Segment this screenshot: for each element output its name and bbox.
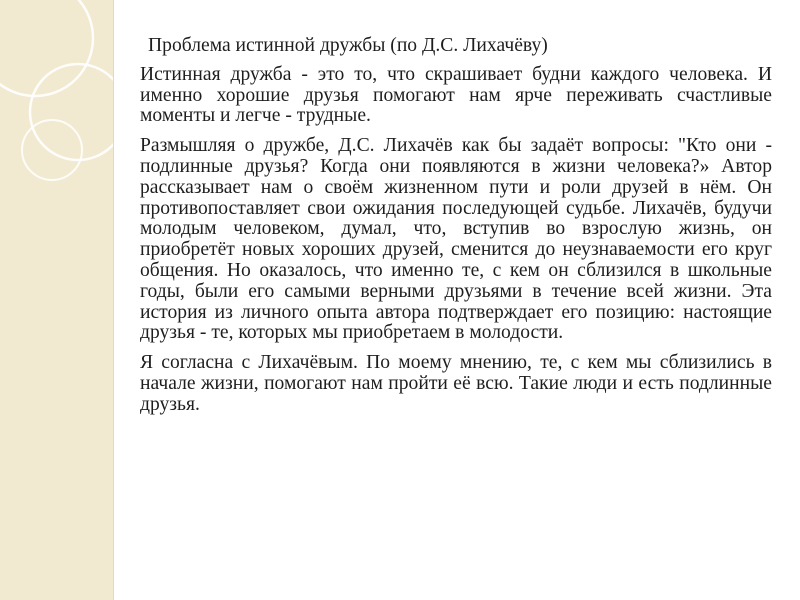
ring-medium bbox=[30, 64, 113, 160]
slide-text bbox=[140, 36, 772, 425]
ring-small bbox=[22, 120, 82, 180]
slide-title: Проблема истинной дружбы (по Д.С. Лихачёву) bbox=[148, 35, 548, 56]
band-divider bbox=[113, 0, 114, 600]
paragraph-argument: Размышляя о дружбе, Д.С. Лихачёв как бы задаёт вопросы: "Кто они - подлинные друзья? Когда они появляются в жизни человека?» Автор рассказывает нам о своём жизненном пути и роли друзей в нём. Он противопоставляет свои ожидания последующей судьбе. Лихачёв, будучи молодым человеком, думал, что, вступив во взрослую жизнь, он приобретёт новых хороших друзей, сменится до неузнаваемости его круг общения. Но оказалось, что именно те, с кем он сблизился в школьные годы, были его самыми верными друзьями в течение всей жизни. Эта история из личного опыта автора подтверждает его позицию: настоящие друзья - те, которых мы приобретаем в молодости. bbox=[140, 135, 772, 344]
ring-large bbox=[0, 0, 93, 96]
paragraph-conclusion: Я согласна с Лихачёвым. По моему мнению, те, с кем мы сблизились в начале жизни, помогают нам пройти её всю. Такие люди и есть подлинные друзья. bbox=[140, 352, 772, 415]
paragraph-intro: Истинная дружба - это то, что скрашивает будни каждого человека. И именно хорошие друзья помогают нам ярче переживать счастливые моменты и легче - трудные. bbox=[140, 63, 772, 127]
decorative-rings bbox=[0, 0, 113, 600]
